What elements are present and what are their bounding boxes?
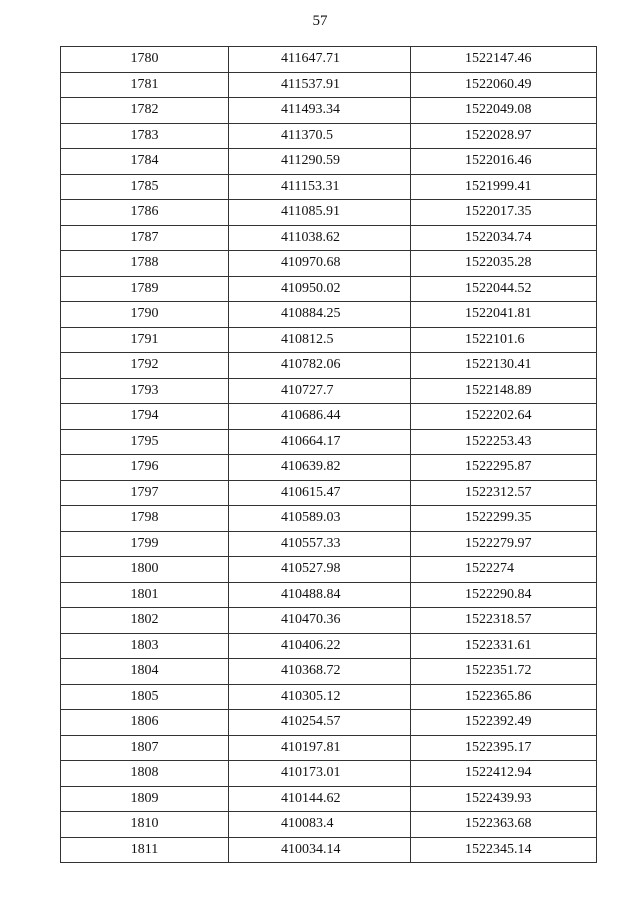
point-number-cell: 1792 (61, 353, 229, 379)
x-coordinate-cell: 411370.5 (229, 123, 411, 149)
table-row (61, 302, 597, 328)
y-coordinate-cell: 1522035.28 (411, 251, 597, 277)
table-row (61, 225, 597, 251)
table-row (61, 276, 597, 302)
table-row (61, 812, 597, 838)
x-coordinate-cell: 410197.81 (229, 735, 411, 761)
point-number-cell: 1790 (61, 302, 229, 328)
table-row (61, 251, 597, 277)
y-coordinate-cell: 1522016.46 (411, 149, 597, 175)
x-coordinate-cell: 410470.36 (229, 608, 411, 634)
table-row (61, 480, 597, 506)
y-coordinate-cell: 1522392.49 (411, 710, 597, 736)
x-coordinate-cell: 411085.91 (229, 200, 411, 226)
x-coordinate-cell: 411038.62 (229, 225, 411, 251)
table-row (61, 608, 597, 634)
table-row (61, 837, 597, 863)
point-number-cell: 1791 (61, 327, 229, 353)
y-coordinate-cell: 1522363.68 (411, 812, 597, 838)
y-coordinate-cell: 1522274 (411, 557, 597, 583)
point-number-cell: 1807 (61, 735, 229, 761)
point-number-cell: 1784 (61, 149, 229, 175)
x-coordinate-cell: 410686.44 (229, 404, 411, 430)
point-number-cell: 1804 (61, 659, 229, 685)
point-number-cell: 1808 (61, 761, 229, 787)
y-coordinate-cell: 1522318.57 (411, 608, 597, 634)
y-coordinate-cell: 1522439.93 (411, 786, 597, 812)
x-coordinate-cell: 411153.31 (229, 174, 411, 200)
point-number-cell: 1800 (61, 557, 229, 583)
x-coordinate-cell: 410488.84 (229, 582, 411, 608)
x-coordinate-cell: 410812.5 (229, 327, 411, 353)
y-coordinate-cell: 1522299.35 (411, 506, 597, 532)
x-coordinate-cell: 410173.01 (229, 761, 411, 787)
table-row (61, 633, 597, 659)
page-number: 57 (312, 13, 328, 29)
y-coordinate-cell: 1522253.43 (411, 429, 597, 455)
x-coordinate-cell: 410664.17 (229, 429, 411, 455)
x-coordinate-cell: 410589.03 (229, 506, 411, 532)
y-coordinate-cell: 1522147.46 (411, 47, 597, 73)
x-coordinate-cell: 410782.06 (229, 353, 411, 379)
y-coordinate-cell: 1522130.41 (411, 353, 597, 379)
point-number-cell: 1795 (61, 429, 229, 455)
y-coordinate-cell: 1522312.57 (411, 480, 597, 506)
table-row (61, 72, 597, 98)
point-number-cell: 1780 (61, 47, 229, 73)
y-coordinate-cell: 1522044.52 (411, 276, 597, 302)
y-coordinate-cell: 1522148.89 (411, 378, 597, 404)
x-coordinate-cell: 410144.62 (229, 786, 411, 812)
y-coordinate-cell: 1522060.49 (411, 72, 597, 98)
x-coordinate-cell: 411647.71 (229, 47, 411, 73)
y-coordinate-cell: 1522028.97 (411, 123, 597, 149)
point-number-cell: 1788 (61, 251, 229, 277)
table-row (61, 506, 597, 532)
point-number-cell: 1787 (61, 225, 229, 251)
y-coordinate-cell: 1522202.64 (411, 404, 597, 430)
table-row (61, 684, 597, 710)
x-coordinate-cell: 410950.02 (229, 276, 411, 302)
table-row (61, 174, 597, 200)
x-coordinate-cell: 411290.59 (229, 149, 411, 175)
point-number-cell: 1798 (61, 506, 229, 532)
x-coordinate-cell: 410527.98 (229, 557, 411, 583)
table-row (61, 455, 597, 481)
point-number-cell: 1802 (61, 608, 229, 634)
y-coordinate-cell: 1522295.87 (411, 455, 597, 481)
table-row (61, 761, 597, 787)
x-coordinate-cell: 410406.22 (229, 633, 411, 659)
x-coordinate-cell: 411537.91 (229, 72, 411, 98)
point-number-cell: 1811 (61, 837, 229, 863)
x-coordinate-cell: 410727.7 (229, 378, 411, 404)
table-row (61, 149, 597, 175)
point-number-cell: 1803 (61, 633, 229, 659)
table-row (61, 200, 597, 226)
x-coordinate-cell: 410639.82 (229, 455, 411, 481)
x-coordinate-cell: 410615.47 (229, 480, 411, 506)
table-row (61, 327, 597, 353)
point-number-cell: 1806 (61, 710, 229, 736)
x-coordinate-cell: 410254.57 (229, 710, 411, 736)
y-coordinate-cell: 1522034.74 (411, 225, 597, 251)
point-number-cell: 1810 (61, 812, 229, 838)
table-row (61, 429, 597, 455)
y-coordinate-cell: 1522412.94 (411, 761, 597, 787)
table-row (61, 47, 597, 73)
x-coordinate-cell: 410368.72 (229, 659, 411, 685)
table-row (61, 378, 597, 404)
table-row (61, 531, 597, 557)
x-coordinate-cell: 410970.68 (229, 251, 411, 277)
table-row (61, 659, 597, 685)
table-row (61, 404, 597, 430)
coordinates-table (60, 46, 597, 863)
table-row (61, 710, 597, 736)
table-row (61, 353, 597, 379)
table-row (61, 557, 597, 583)
y-coordinate-cell: 1522395.17 (411, 735, 597, 761)
y-coordinate-cell: 1522101.6 (411, 327, 597, 353)
point-number-cell: 1793 (61, 378, 229, 404)
y-coordinate-cell: 1522279.97 (411, 531, 597, 557)
table-row (61, 582, 597, 608)
table-row (61, 123, 597, 149)
point-number-cell: 1785 (61, 174, 229, 200)
point-number-cell: 1805 (61, 684, 229, 710)
point-number-cell: 1809 (61, 786, 229, 812)
y-coordinate-cell: 1522290.84 (411, 582, 597, 608)
table-row (61, 98, 597, 124)
point-number-cell: 1786 (61, 200, 229, 226)
y-coordinate-cell: 1522351.72 (411, 659, 597, 685)
x-coordinate-cell: 410083.4 (229, 812, 411, 838)
x-coordinate-cell: 411493.34 (229, 98, 411, 124)
point-number-cell: 1782 (61, 98, 229, 124)
table-row (61, 786, 597, 812)
table-row (61, 735, 597, 761)
point-number-cell: 1789 (61, 276, 229, 302)
coordinates-table-body (61, 47, 597, 863)
x-coordinate-cell: 410884.25 (229, 302, 411, 328)
y-coordinate-cell: 1522049.08 (411, 98, 597, 124)
point-number-cell: 1794 (61, 404, 229, 430)
y-coordinate-cell: 1522345.14 (411, 837, 597, 863)
x-coordinate-cell: 410305.12 (229, 684, 411, 710)
y-coordinate-cell: 1521999.41 (411, 174, 597, 200)
y-coordinate-cell: 1522331.61 (411, 633, 597, 659)
y-coordinate-cell: 1522017.35 (411, 200, 597, 226)
x-coordinate-cell: 410557.33 (229, 531, 411, 557)
point-number-cell: 1781 (61, 72, 229, 98)
point-number-cell: 1801 (61, 582, 229, 608)
point-number-cell: 1799 (61, 531, 229, 557)
point-number-cell: 1783 (61, 123, 229, 149)
y-coordinate-cell: 1522041.81 (411, 302, 597, 328)
point-number-cell: 1797 (61, 480, 229, 506)
y-coordinate-cell: 1522365.86 (411, 684, 597, 710)
x-coordinate-cell: 410034.14 (229, 837, 411, 863)
point-number-cell: 1796 (61, 455, 229, 481)
